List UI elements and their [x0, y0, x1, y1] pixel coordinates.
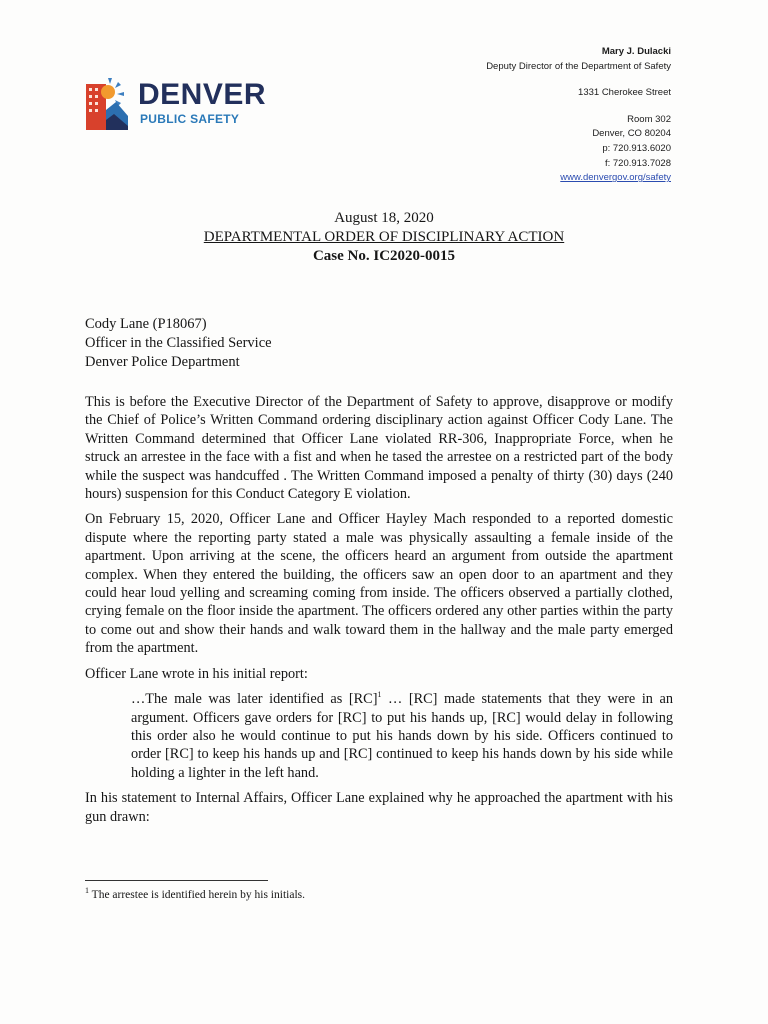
document-date: August 18, 2020 — [334, 210, 434, 226]
title-block — [0, 209, 768, 266]
contact-fax: f: 720.913.7028 — [604, 157, 671, 169]
footnote-reference[interactable]: 1 — [377, 690, 382, 700]
addressee-name: Cody Lane (P18067) — [85, 316, 207, 332]
addressee-block — [85, 315, 272, 372]
footnote-text: The arrestee is identified herein by his initials. — [89, 889, 305, 901]
contact-city: Denver, CO 80204 — [592, 128, 671, 140]
contact-phone: p: 720.913.6020 — [602, 142, 671, 154]
body-text — [85, 393, 673, 833]
contact-website-link[interactable]: www.denvergov.org/safety — [560, 172, 671, 184]
logo-wordmark: DENVER — [138, 78, 267, 111]
contact-title: Deputy Director of the Department of Safety — [486, 60, 671, 72]
footnote — [85, 888, 305, 902]
quote-text-start: …The male was later identified as [RC] — [131, 691, 378, 708]
block-quote — [131, 690, 673, 782]
logo-subtitle: PUBLIC SAFETY — [140, 112, 240, 126]
addressee-position: Officer in the Classified Service — [85, 335, 272, 351]
paragraph-report-intro: Officer Lane wrote in his initial report: — [85, 665, 308, 682]
paragraph-intro: This is before the Executive Director of the Department of Safety to approve, disapprove or modify the Chief of Police’s Written Command ordering disciplinary action against Officer Cody Lane. The Written Command determined that Officer Lane violated RR-306, Inappropriate Force, when he struck an arrestee in the face with a fist and when he tased the arrestee on a restricted part of the body while the suspect was handcuffed . The Written Command imposed a penalty of thirty (30) days (240 hours) suspension for this Conduct Category E violation. — [85, 394, 673, 503]
case-number: Case No. IC2020-0015 — [312, 248, 456, 264]
contact-block — [486, 45, 671, 186]
paragraph-incident: On February 15, 2020, Officer Lane and Officer Hayley Mach responded to a reported domestic dispute where the reporting party stated a male was physically assaulting a female inside of the apartment. Upon arriving at the scene, the officers heard an argument from outside the apartment complex. When they entered the building, the officers saw an open door to an apartment and they could hear loud yelling and screaming coming from inside. The officers observed a partially clothed, crying female on the floor inside the apartment. The officers ordered any other parties within the party to come out and show their hands and walk toward them in the hallway and the male party emerged from the apartment. — [85, 511, 673, 657]
addressee-department: Denver Police Department — [85, 354, 240, 370]
denver-public-safety-logo — [84, 76, 284, 132]
paragraph-ia-statement: In his statement to Internal Affairs, Officer Lane explained why he approached the apartment with his gun drawn: — [85, 790, 673, 825]
quote-text-end: … [RC] made statements that they were in an argument. Officers gave orders for [RC] to put his hands up, [RC] would delay in following this order also he would continue to put his hands down by his side. Officers continued to order [RC] to keep his hands up and [RC] continued to keep his hands down by his side while holding a lighter in the left hand. — [131, 691, 673, 781]
contact-street: 1331 Cherokee Street — [578, 87, 671, 99]
contact-name: Mary J. Dulacki — [601, 46, 671, 57]
denver-skyline-logo-icon — [84, 76, 130, 132]
contact-room: Room 302 — [627, 113, 671, 125]
document-title: DEPARTMENTAL ORDER OF DISCIPLINARY ACTION — [203, 229, 565, 245]
footnote-divider — [85, 880, 268, 881]
footnote-mark: 1 — [85, 886, 89, 896]
